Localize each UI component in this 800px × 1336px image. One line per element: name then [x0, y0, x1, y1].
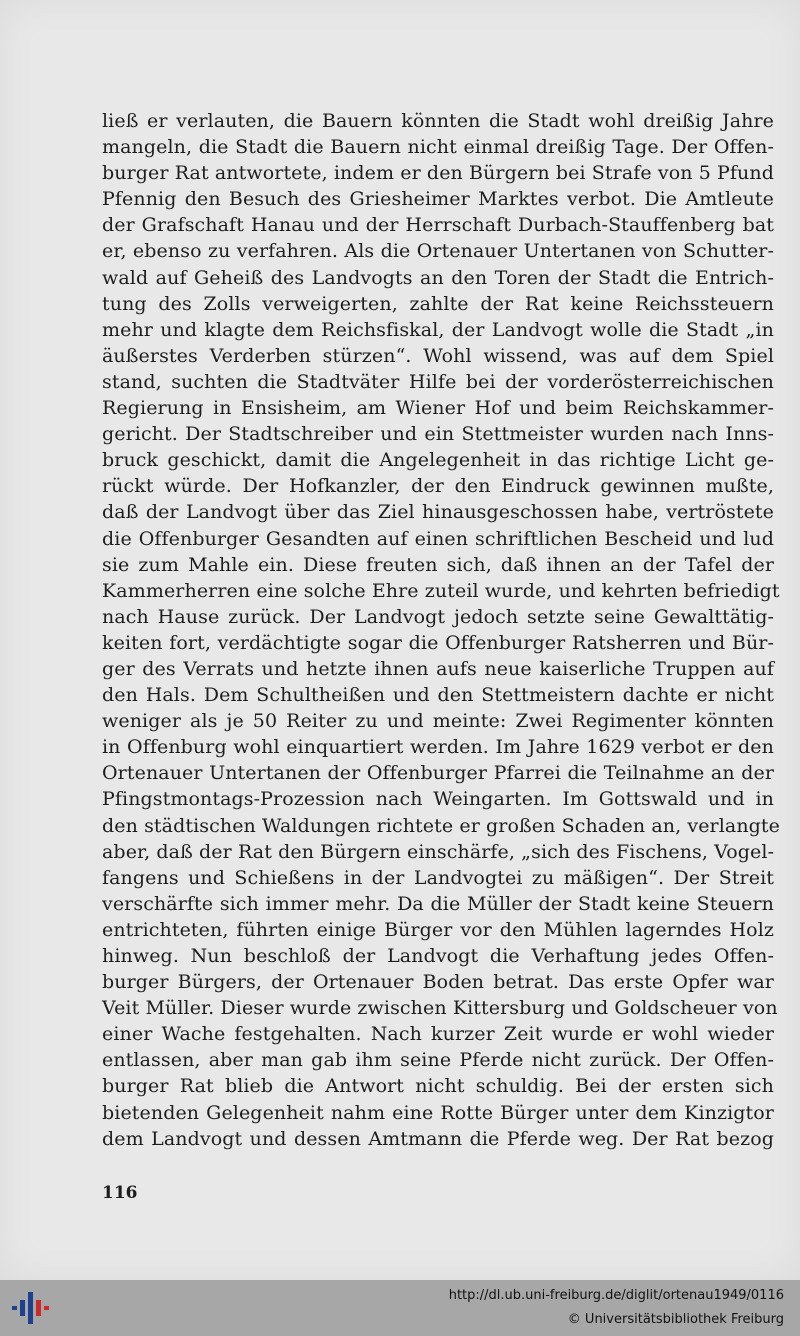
text-line: Veit Müller. Dieser wurde zwischen Kittersburg und Goldscheuer von	[102, 997, 778, 1020]
source-url[interactable]: http://dl.ub.uni-freiburg.de/diglit/ortenau1949/0116	[448, 1288, 784, 1303]
text-line: Pfingstmontags-Prozession nach Weingarten. Im Gottswald und in	[102, 788, 774, 811]
text-line: aber, daß der Rat den Bürgern einschärfe, „sich des Fischens, Vogel-	[102, 840, 775, 863]
text-line: hinweg. Nun beschloß der Landvogt die Verhaftung jedes Offen-	[102, 945, 774, 967]
text-line: der Grafschaft Hanau und der Herrschaft Durbach-Stauffenberg bat	[102, 214, 774, 237]
text-line: tung des Zolls verweigerten, zahlte der Rat keine Reichssteuern	[102, 292, 774, 315]
text-line: gericht. Der Stadtschreiber und ein Stettmeister wurden nach Inns-	[102, 423, 774, 446]
text-line: fangens und Schießens in der Landvogtei zu mäßigen“. Der Streit	[102, 866, 774, 889]
text-line: wald auf Geheiß des Landvogts an den Toren der Stadt die Entrich-	[102, 266, 774, 289]
text-line: mehr und klagte dem Reichsfiskal, der Landvogt wolle die Stadt „in	[102, 318, 774, 341]
text-line: burger Rat antwortete, indem er den Bürgern bei Strafe von 5 Pfund	[102, 162, 774, 185]
text-line: verschärfte sich immer mehr. Da die Müller der Stadt keine Steuern	[102, 892, 774, 915]
text-line: rückt würde. Der Hofkanzler, der den Eindruck gewinnen mußte,	[102, 475, 774, 498]
text-line: bruck geschickt, damit die Angelegenheit in das richtige Licht ge-	[102, 449, 774, 472]
text-line: dem Landvogt und dessen Amtmann die Pferde weg. Der Rat bezog	[102, 1127, 774, 1150]
text-line: den Hals. Dem Schultheißen und den Stettmeistern dachte er nicht	[102, 684, 774, 707]
text-line: ger des Verrats und hetzte ihnen aufs neue kaiserliche Truppen auf	[102, 657, 774, 680]
text-line: entrichteten, führten einige Bürger vor den Mühlen lagerndes Holz	[102, 918, 774, 941]
text-line: keiten fort, verdächtigte sogar die Offenburger Ratsherren und Bür-	[102, 631, 774, 654]
text-line: stand, suchten die Stadtväter Hilfe bei der vorderösterreichischen	[102, 370, 774, 393]
text-line: äußerstes Verderben stürzen“. Wohl wissend, was auf dem Spiel	[102, 344, 774, 367]
copyright-notice: © Universitätsbibliothek Freiburg	[567, 1312, 784, 1327]
text-line: mangeln, die Stadt die Bauern nicht einmal dreißig Tage. Der Offen-	[102, 136, 774, 159]
text-line: Pfennig den Besuch des Griesheimer Marktes verbot. Die Amtleute	[102, 188, 774, 211]
text-line: weniger als je 50 Reiter zu und meinte: Zwei Regimenter könnten	[102, 710, 774, 733]
text-line: einer Wache festgehalten. Nach kurzer Zeit wurde er wohl wieder	[102, 1023, 774, 1046]
text-line: Regierung in Ensisheim, am Wiener Hof und beim Reichskammer-	[102, 397, 774, 420]
text-line: den städtischen Waldungen richtete er großen Schaden an, verlangte	[102, 814, 781, 837]
text-line: bietenden Gelegenheit nahm eine Rotte Bürger unter dem Kinzigtor	[102, 1101, 774, 1124]
text-line: ließ er verlauten, die Bauern könnten die Stadt wohl dreißig Jahre	[102, 110, 774, 132]
page-number: 116	[102, 1183, 138, 1203]
text-line: er, ebenso zu verfahren. Als die Ortenauer Untertanen von Schutter-	[102, 240, 774, 263]
text-line: daß der Landvogt über das Ziel hinausgeschossen habe, vertröstete	[102, 501, 774, 524]
text-line: burger Bürgers, der Ortenauer Boden betrat. Das erste Opfer war	[102, 971, 774, 994]
text-line: in Offenburg wohl einquartiert werden. Im Jahre 1629 verbot er den	[102, 736, 774, 759]
body-text	[102, 108, 781, 1152]
text-line: sie zum Mahle ein. Diese freuten sich, daß ihnen an der Tafel der	[102, 553, 774, 576]
text-line: die Offenburger Gesandten auf einen schriftlichen Bescheid und lud	[102, 527, 774, 550]
text-line: burger Rat blieb die Antwort nicht schuldig. Bei der ersten sich	[102, 1075, 774, 1098]
text-line: nach Hause zurück. Der Landvogt jedoch setzte seine Gewalttätig-	[102, 605, 774, 628]
text-line: Ortenauer Untertanen der Offenburger Pfarrei die Teilnahme an der	[102, 762, 774, 785]
ub-freiburg-logo-icon	[8, 1286, 52, 1330]
text-line: Kammerherren eine solche Ehre zuteil wurde, und kehrten befriedigt	[102, 579, 780, 602]
text-line: entlassen, aber man gab ihm seine Pferde nicht zurück. Der Offen-	[102, 1049, 774, 1072]
viewer-footer	[0, 1280, 800, 1336]
